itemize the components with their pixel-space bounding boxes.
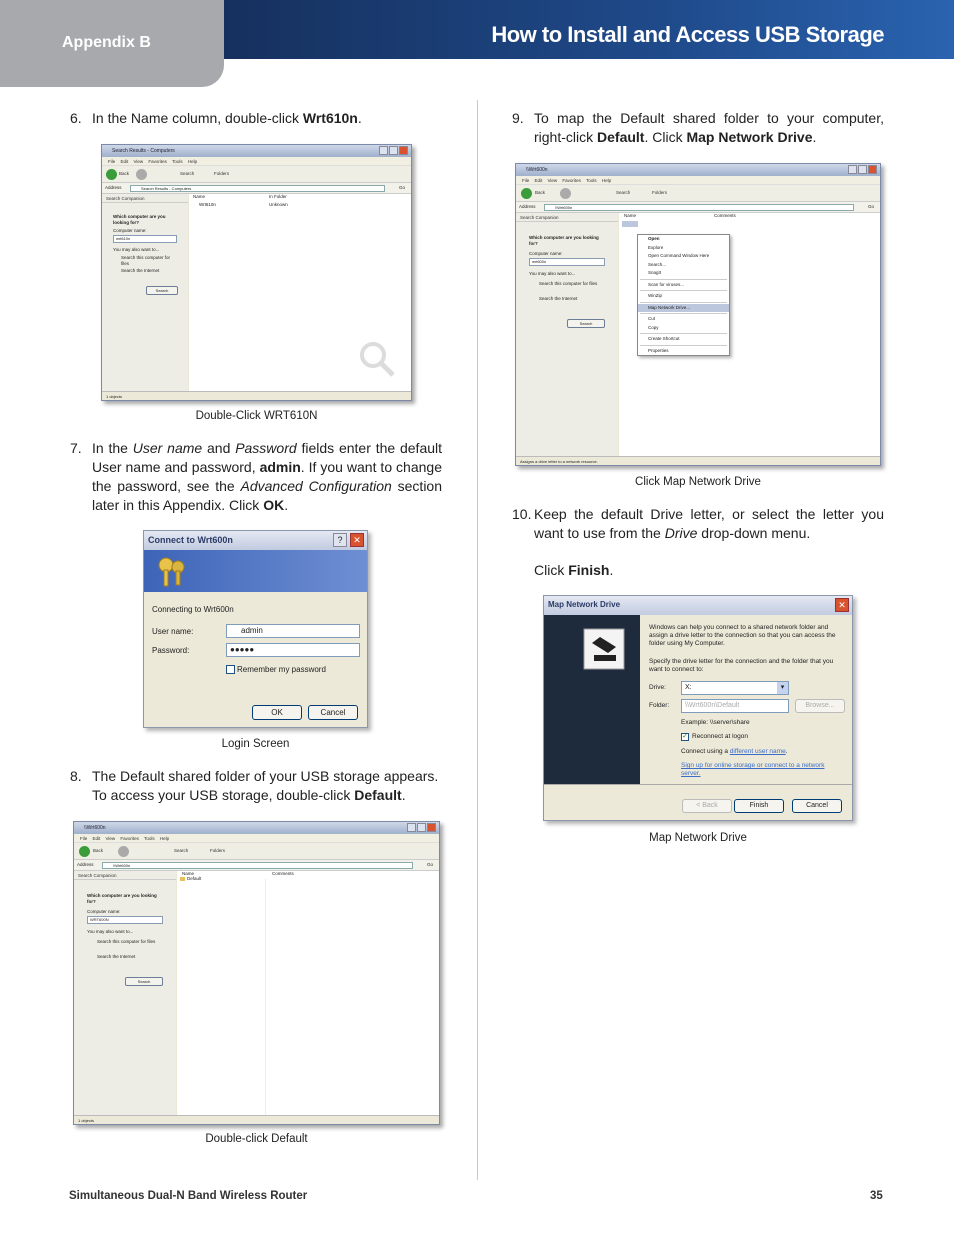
menu-item-snagit[interactable]: SnagIt (648, 270, 662, 275)
username-field[interactable]: admin (226, 624, 360, 638)
step-7: 7. In the User name and Password fields enter the default User name and password, admin. If you want to change the password, see the Advanced Configuration section later in this Appendix. Click OK. (70, 440, 443, 513)
login-banner (144, 550, 367, 592)
screenshot-default-folder (73, 821, 440, 1125)
browse-button[interactable]: Browse... (795, 699, 845, 713)
remember-checkbox[interactable] (226, 665, 235, 674)
cancel-button[interactable]: Cancel (792, 799, 842, 813)
close-icon: ✕ (350, 533, 364, 547)
menu-item-cut[interactable]: Cut (648, 316, 656, 321)
menu-item-open-command[interactable]: Open Command Window Here (648, 253, 710, 258)
caption-1: Double-Click WRT610N (195, 410, 318, 422)
header-section-tab (0, 0, 224, 87)
different-user-link[interactable]: different user name (729, 748, 786, 755)
back-button[interactable]: < Back (682, 799, 732, 813)
screenshot-search-results (101, 144, 412, 401)
menu-bar: File Edit View Favorites Tools Help (516, 176, 880, 185)
dialog-title: Map Network Drive (544, 596, 852, 615)
search-companion-pane: Search Companion Which computer are you looking for? Computer name: wrt600n You may also want to... Search this computer for files Search the Internet Search (516, 213, 618, 456)
screenshot-map-network-drive: Map Network Drive ✕ Windows can help you connect to a shared network folder and assign a drive letter to the connection so that you can access the folder using My Computer. Specify the drive letter for the connection and the folder that you want to connect to: Drive: X: ▾ Folder: \\Wrt600n\Default Browse... Example: \\server\share ✓ Reconnect at logon Connect using a different user name. Sign up for online storage or connect to a network server. < Back Finish Cancel (543, 595, 853, 821)
menu-item-search[interactable]: Search... (648, 261, 667, 267)
wizard-side-panel (544, 615, 640, 785)
folder-field[interactable]: \\Wrt600n\Default (681, 699, 789, 713)
results-pane: Name In Folder Wrt610n Unknown (189, 194, 411, 391)
maximize-icon (417, 823, 426, 832)
selected-default-folder (622, 221, 638, 227)
close-icon (868, 165, 877, 174)
search-companion-pane: Search Companion Which computer are you looking for? Computer name: WRT600N You may also want to... Search this computer for files Search the Internet Search (74, 871, 176, 1115)
screenshot-context-menu (515, 163, 881, 466)
back-arrow-icon (521, 188, 532, 199)
address-bar: Address Search Results - Computers Go (102, 183, 411, 194)
footer-page-number: 35 (870, 1190, 883, 1202)
menu-item-create-shortcut[interactable]: Create Shortcut (648, 336, 680, 341)
column-divider (477, 100, 478, 1180)
window-titlebar: \\Wrt600n (74, 822, 439, 834)
help-icon: ? (333, 533, 347, 547)
files-pane: Name Comments Default (177, 871, 439, 1115)
step-10: 10. Keep the default Drive letter, or select the letter you want to use from the Drive drop-down menu. Click Finish. (512, 506, 884, 578)
network-drive-icon (582, 627, 626, 671)
menu-item-scan[interactable]: Scan for viruses... (648, 281, 685, 287)
address-bar: Address \\Wrt600n Go (516, 202, 880, 213)
minimize-icon (407, 823, 416, 832)
caption-4: Click Map Network Drive (635, 476, 761, 488)
cancel-button[interactable]: Cancel (308, 705, 358, 720)
dialog-title: Connect to Wrt600n (144, 531, 367, 550)
signup-link[interactable]: Sign up for online storage or connect to a network server. (681, 762, 825, 777)
search-companion-pane: Search Companion Which computer are you looking for? Computer name: wrt610n You may also want to... Search this computer for files Search the Internet Search (102, 194, 188, 391)
forward-arrow-icon (136, 169, 147, 180)
maximize-icon (858, 165, 867, 174)
back-arrow-icon (79, 846, 90, 857)
files-pane: Name Comments (619, 213, 880, 456)
toolbar: Back Search Folders (74, 843, 439, 860)
keys-icon (154, 555, 188, 589)
close-icon: ✕ (835, 598, 849, 612)
menu-item-copy[interactable]: Copy (648, 324, 659, 330)
close-icon (399, 146, 408, 155)
toolbar: Back Search Folders (516, 185, 880, 202)
ok-button[interactable]: OK (252, 705, 302, 720)
status-bar: 1 objects (74, 1115, 439, 1124)
screenshot-login-dialog: Connect to Wrt600n ? ✕ Connecting to Wrt600n User name: admin Password: ●●●●● Remember my password OK Cancel (143, 530, 368, 728)
status-bar: 1 objects (102, 391, 411, 400)
forward-arrow-icon (560, 188, 571, 199)
minimize-icon (379, 146, 388, 155)
caption-2: Login Screen (221, 738, 290, 750)
menu-bar: File Edit View Favorites Tools Help (74, 834, 439, 843)
window-titlebar: \\Wrt600n (516, 164, 880, 176)
drive-select[interactable]: X: (681, 681, 789, 695)
menu-bar: File Edit View Favorites Tools Help (102, 157, 411, 166)
maximize-icon (389, 146, 398, 155)
back-arrow-icon (106, 169, 117, 180)
menu-item-properties[interactable]: Properties (648, 347, 669, 353)
context-menu (637, 234, 730, 356)
finish-button[interactable]: Finish (734, 799, 784, 813)
menu-item-winzip[interactable]: WinZip (648, 293, 663, 298)
footer-product: Simultaneous Dual-N Band Wireless Router (69, 1190, 308, 1202)
close-icon (427, 823, 436, 832)
menu-item-open[interactable]: Open (648, 236, 660, 241)
forward-arrow-icon (118, 846, 129, 857)
window-titlebar: Search Results - Computers (102, 145, 411, 157)
reconnect-checkbox[interactable]: ✓ (682, 733, 688, 740)
toolbar: Back Search Folders (102, 166, 411, 183)
password-field[interactable]: ●●●●● (226, 643, 360, 657)
page-title: How to Install and Access USB Storage (491, 22, 884, 47)
address-bar: Address \\Wrt600n Go (74, 860, 439, 871)
header-title-bar (224, 0, 954, 59)
menu-item-explore[interactable]: Explore (648, 244, 664, 250)
chevron-down-icon[interactable]: ▾ (777, 682, 788, 694)
status-bar: Assigns a drive letter to a network resource. (516, 456, 880, 465)
minimize-icon (848, 165, 857, 174)
menu-item-map-network-drive[interactable]: Map Network Drive... (638, 304, 729, 313)
folder-icon (180, 877, 185, 881)
magnifier-watermark-icon (357, 339, 397, 379)
caption-5: Map Network Drive (649, 832, 747, 844)
section-label: Appendix B (62, 34, 151, 51)
caption-3: Double-click Default (205, 1133, 308, 1145)
